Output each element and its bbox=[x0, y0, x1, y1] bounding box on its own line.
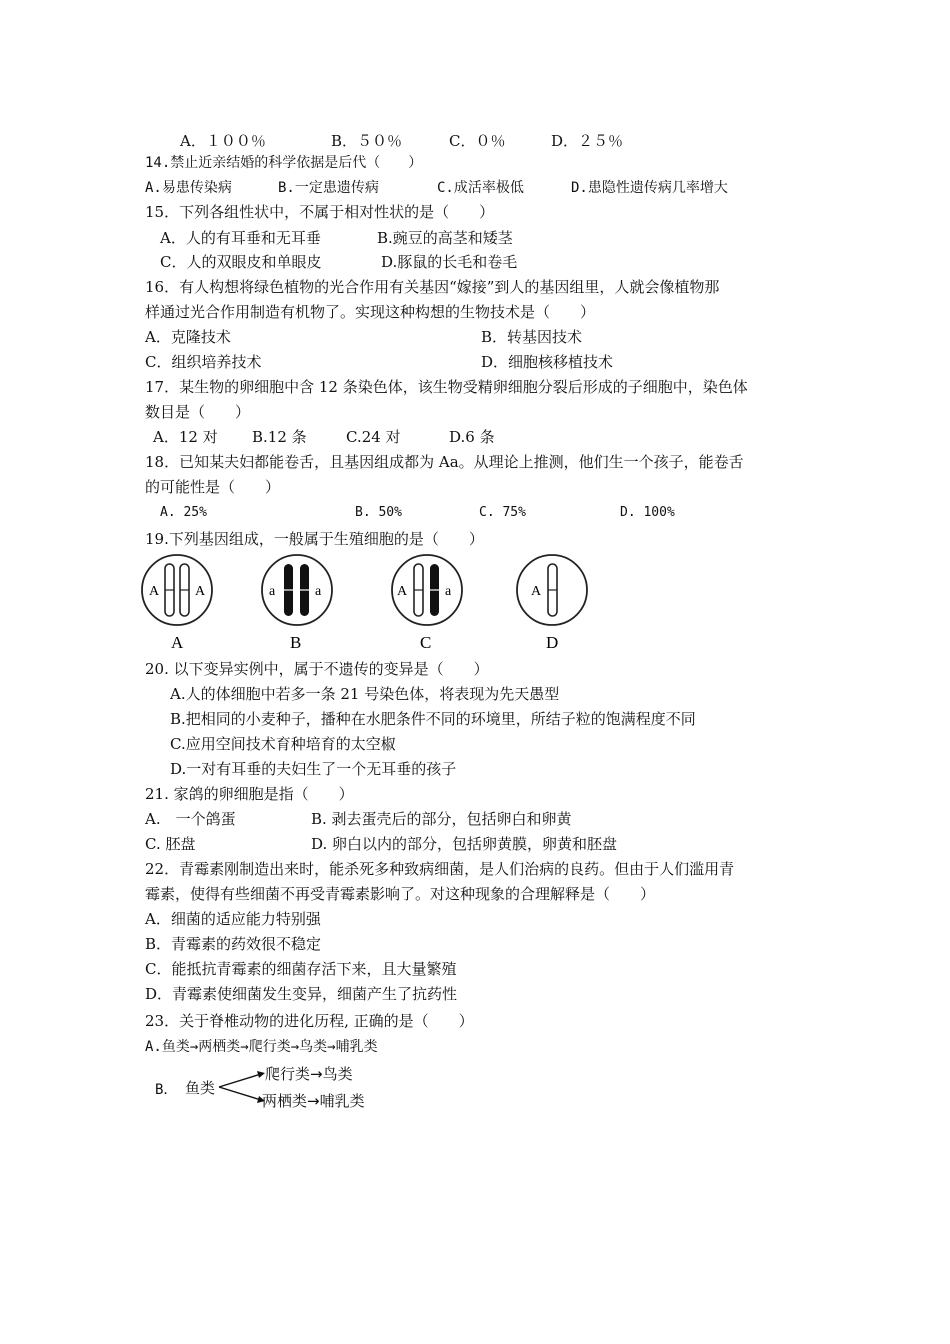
q15-option-b: B.豌豆的高茎和矮茎 bbox=[377, 229, 513, 247]
cell-c-figure bbox=[392, 555, 462, 652]
q22-stem-line2: 霉素，使得有些细菌不再受青霉素影响了。对这种现象的合理解释是（ ） bbox=[145, 885, 656, 903]
q23-option-b-root: 鱼类 bbox=[185, 1079, 216, 1097]
cell-c-caption: C bbox=[420, 633, 432, 652]
q14-option-c: C.成活率极低 bbox=[437, 180, 524, 196]
q16-stem-line2: 样通过光合作用制造有机物了。实现这种构想的生物技术是（ ） bbox=[145, 303, 596, 321]
q14-option-b: B.一定患遗传病 bbox=[278, 180, 379, 196]
q21-option-a: A. 一个鸽蛋 bbox=[145, 810, 236, 828]
q23-option-b-prefix: B． bbox=[155, 1082, 178, 1098]
arrow-up-head-icon bbox=[257, 1071, 265, 1078]
q16-option-c: C．组织培养技术 bbox=[145, 353, 262, 371]
q16-option-d: D．细胞核移植技术 bbox=[481, 353, 614, 371]
q18-option-d: D. 100% bbox=[620, 505, 675, 520]
cell-b-figure bbox=[262, 555, 332, 652]
q22-option-d: D．青霉素使细菌发生变异，细菌产生了抗药性 bbox=[145, 985, 458, 1003]
cell-b-gene-left: a bbox=[269, 584, 276, 599]
cell-b-caption: B bbox=[290, 633, 302, 652]
q19-stem: 19.下列基因组成，一般属于生殖细胞的是（ ） bbox=[145, 530, 484, 548]
q18-stem-line2: 的可能性是（ ） bbox=[145, 478, 281, 496]
q18-stem-line1: 18．已知某夫妇都能卷舌，且基因组成都为 Aa。从理论上推测，他们生一个孩子，能卷舌 bbox=[145, 453, 744, 471]
q18-option-a: A. 25% bbox=[160, 505, 207, 520]
q17-stem-line2: 数目是（ ） bbox=[145, 403, 251, 421]
q13-option-b: B．５０％ bbox=[331, 132, 403, 150]
q21-option-c: C. 胚盘 bbox=[145, 835, 196, 853]
q13-option-d: D．２５％ bbox=[551, 132, 624, 150]
q17-option-b: B.12 条 bbox=[252, 428, 307, 446]
q17-option-c: C.24 对 bbox=[346, 428, 401, 446]
cell-b-gene-right: a bbox=[315, 584, 322, 599]
q21-option-d: D. 卵白以内的部分，包括卵黄膜，卵黄和胚盘 bbox=[311, 835, 618, 853]
q13-option-c: C．０％ bbox=[449, 132, 506, 150]
q14-option-d: D.患隐性遗传病几率增大 bbox=[571, 180, 728, 196]
q21-option-b: B. 剥去蛋壳后的部分，包括卵白和卵黄 bbox=[311, 810, 572, 828]
q15-option-d: D.豚鼠的长毛和卷毛 bbox=[381, 253, 518, 271]
q15-option-c: C．人的双眼皮和单眼皮 bbox=[160, 253, 322, 271]
cell-a-figure bbox=[142, 555, 212, 652]
cell-a-caption: A bbox=[171, 633, 184, 652]
q16-option-b: B．转基因技术 bbox=[481, 328, 583, 346]
q16-option-a: A．克隆技术 bbox=[145, 328, 231, 346]
q13-option-a: A．１００％ bbox=[180, 132, 266, 150]
q15-stem: 15．下列各组性状中，不属于相对性状的是（ ） bbox=[145, 203, 495, 221]
q22-stem-line1: 22．青霉素刚制造出来时，能杀死多种致病细菌，是人们治病的良药。但由于人们滥用青 bbox=[145, 860, 735, 878]
cell-a-gene-right: A bbox=[195, 584, 206, 599]
cell-d-gene: A bbox=[531, 584, 542, 599]
q22-option-c: C．能抵抗青霉素的细菌存活下来，且大量繁殖 bbox=[145, 960, 457, 978]
q14-option-a: A.易患传染病 bbox=[145, 180, 232, 196]
q17-option-d: D.6 条 bbox=[449, 428, 495, 446]
q20-option-c: C.应用空间技术育种培育的太空椒 bbox=[170, 735, 396, 753]
cell-c-gene-right: a bbox=[445, 584, 452, 599]
cell-c-gene-left: A bbox=[397, 584, 408, 599]
q19-cell-figures bbox=[135, 550, 605, 655]
q17-option-a: A．12 对 bbox=[153, 428, 218, 446]
q18-option-c: C. 75% bbox=[479, 505, 526, 520]
q20-option-d: D.一对有耳垂的夫妇生了一个无耳垂的孩子 bbox=[170, 760, 457, 778]
cell-a-gene-left: A bbox=[149, 584, 160, 599]
q18-option-b: B. 50% bbox=[355, 505, 402, 520]
q22-option-b: B．青霉素的药效很不稳定 bbox=[145, 935, 322, 953]
q15-option-a: A．人的有耳垂和无耳垂 bbox=[160, 229, 321, 247]
q20-stem: 20. 以下变异实例中，属于不遗传的变异是（ ） bbox=[145, 660, 489, 678]
q17-stem-line1: 17．某生物的卵细胞中含 12 条染色体，该生物受精卵细胞分裂后形成的子细胞中，染色体 bbox=[145, 378, 748, 396]
q23-option-b-lower-branch: 两栖类→哺乳类 bbox=[262, 1092, 365, 1110]
q23-option-a: A.鱼类→两栖类→爬行类→鸟类→哺乳类 bbox=[145, 1039, 378, 1055]
cell-d-figure bbox=[517, 555, 587, 652]
cell-d-caption: D bbox=[546, 633, 559, 652]
q23-option-b-upper-branch: 爬行类→鸟类 bbox=[265, 1065, 353, 1083]
q20-option-a: A.人的体细胞中若多一条 21 号染色体，将表现为先天愚型 bbox=[170, 685, 560, 703]
q14-stem: 14.禁止近亲结婚的科学依据是后代（ ） bbox=[145, 155, 423, 171]
q20-option-b: B.把相同的小麦种子，播种在水肥条件不同的环境里，所结子粒的饱满程度不同 bbox=[170, 710, 696, 728]
q23-stem: 23．关于脊椎动物的进化历程, 正确的是（ ） bbox=[145, 1012, 474, 1030]
q16-stem-line1: 16．有人构想将绿色植物的光合作用有关基因“嫁接”到人的基因组里，人就会像植物那 bbox=[145, 278, 720, 296]
q22-option-a: A．细菌的适应能力特别强 bbox=[145, 910, 321, 928]
q21-stem: 21. 家鸽的卵细胞是指（ ） bbox=[145, 785, 354, 803]
